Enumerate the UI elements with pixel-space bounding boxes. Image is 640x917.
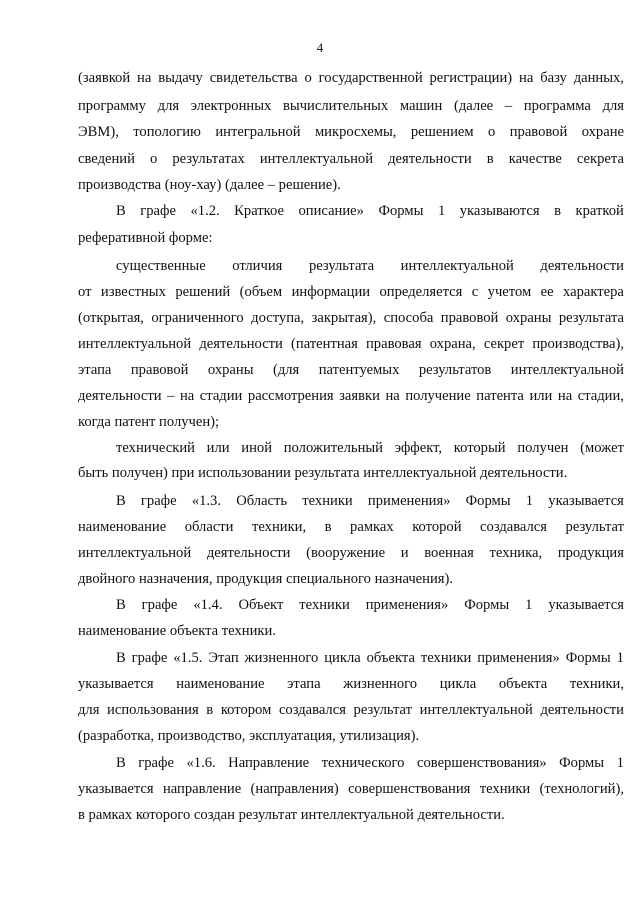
word: о — [149, 151, 158, 167]
text-line — [78, 779, 624, 799]
word: цикла — [324, 650, 361, 666]
word: который — [453, 440, 506, 456]
word: деятельности — [388, 151, 472, 167]
word: 1 — [616, 650, 624, 666]
word: Формы — [465, 493, 511, 509]
word: графе — [140, 203, 176, 219]
word: качестве — [508, 151, 562, 167]
word: графе — [131, 650, 168, 666]
word: технический — [116, 440, 195, 456]
word: на — [137, 70, 152, 86]
word: 1 — [525, 597, 533, 613]
word: описание» — [298, 203, 364, 219]
text-line: наименование объекта техники. — [78, 623, 276, 639]
word: определяется — [379, 284, 463, 300]
word: в — [206, 702, 214, 718]
word: секрета — [576, 151, 624, 167]
word: деятельности — [540, 258, 624, 274]
word: (патентная — [291, 336, 358, 352]
text-line — [78, 308, 624, 328]
word: базу — [540, 70, 567, 86]
word: о — [488, 124, 496, 140]
text-line — [116, 201, 624, 221]
word: правовой — [509, 124, 568, 140]
word: эффект, — [394, 440, 443, 456]
word: в — [324, 519, 332, 535]
word: результат — [353, 702, 413, 718]
word: продукция — [557, 545, 624, 561]
text-line — [78, 68, 624, 88]
word: В — [116, 650, 126, 666]
word: сведений — [78, 151, 135, 167]
word: совершенствования» — [416, 755, 547, 771]
word: секрет — [483, 336, 525, 352]
word: рамках — [350, 519, 394, 535]
word: техники, — [569, 676, 624, 692]
word: 1 — [437, 203, 446, 219]
word: производства), — [532, 336, 624, 352]
text-line — [116, 595, 624, 615]
word: интеллектуальной — [400, 258, 514, 274]
word: жизненного — [244, 650, 319, 666]
word: (может — [580, 440, 624, 456]
word: или — [529, 388, 553, 404]
word: или — [206, 440, 230, 456]
word: «1.4. — [193, 597, 223, 613]
word: для — [157, 98, 180, 114]
text-line — [78, 149, 624, 169]
word: интеллектуальной — [510, 362, 624, 378]
word: информации — [291, 284, 371, 300]
word: (направления) — [250, 781, 339, 797]
word: решений — [175, 284, 231, 300]
text-line — [78, 282, 624, 302]
word: на — [385, 388, 400, 404]
word: (объем — [239, 284, 283, 300]
word: применения» — [365, 597, 449, 613]
word: Этап — [208, 650, 239, 666]
word: жизненного — [343, 676, 418, 692]
word: краткой — [575, 203, 624, 219]
word: программа — [523, 98, 591, 114]
word: машин — [399, 98, 443, 114]
word: охрана, — [429, 336, 476, 352]
word: 1 — [616, 755, 624, 771]
text-line — [78, 700, 624, 720]
word: на — [519, 70, 534, 86]
word: (открытая, — [78, 310, 144, 326]
word: В — [116, 203, 126, 219]
word: в — [554, 203, 562, 219]
word: известных — [100, 284, 166, 300]
word: результата — [558, 310, 624, 326]
word: «1.2. — [190, 203, 220, 219]
word: применения» — [367, 493, 451, 509]
word: указывается — [548, 597, 624, 613]
word: интеллектуальной — [419, 702, 533, 718]
word: в — [486, 151, 494, 167]
word: охране — [581, 124, 624, 140]
word: для — [78, 702, 100, 718]
word: этапа — [287, 676, 321, 692]
word: микросхемы, — [314, 124, 397, 140]
word: указывается — [78, 781, 154, 797]
text-line — [116, 438, 624, 458]
word: создавался — [278, 702, 346, 718]
text-line — [78, 96, 624, 116]
word: – — [167, 388, 175, 404]
word: ограниченного — [151, 310, 244, 326]
word: (далее — [454, 98, 494, 114]
word: патентуемых — [318, 362, 400, 378]
text-line: производства (ноу-хау) (далее – решение). — [78, 177, 341, 193]
word: о — [304, 70, 312, 86]
word: деятельности — [206, 545, 291, 561]
text-line — [116, 256, 624, 276]
word: Формы — [559, 755, 605, 771]
word: В — [116, 493, 126, 509]
word: – — [504, 98, 513, 114]
word: отличия — [232, 258, 283, 274]
word: стадии, — [577, 388, 624, 404]
word: объекта — [366, 650, 415, 666]
word: ЭВМ), — [78, 124, 119, 140]
word: (вооружение — [306, 545, 386, 561]
word: технического — [321, 755, 405, 771]
word: на — [557, 388, 573, 404]
page-number: 4 — [316, 40, 324, 55]
word: «1.6. — [186, 755, 216, 771]
word: правовой — [440, 310, 499, 326]
text-line — [78, 543, 624, 563]
word: создавался — [480, 519, 548, 535]
word: правовой — [130, 362, 189, 378]
word: техники — [420, 650, 472, 666]
word: 1 — [525, 493, 534, 509]
word: Формы — [464, 597, 510, 613]
text-line — [78, 674, 624, 694]
word: вычислительных — [283, 98, 389, 114]
text-line — [78, 386, 624, 406]
text-line — [116, 648, 624, 668]
word: деятельности — [78, 388, 162, 404]
word: наименование — [78, 519, 167, 535]
word: на — [179, 388, 195, 404]
text-line — [78, 517, 624, 537]
word: интегральной — [215, 124, 301, 140]
word: техники, — [252, 519, 307, 535]
word: положительный — [283, 440, 383, 456]
word: с — [471, 284, 479, 300]
word: Направление — [228, 755, 310, 771]
word: стадии — [199, 388, 243, 404]
word: Область — [236, 493, 288, 509]
word: техники — [479, 781, 531, 797]
word: получен — [517, 440, 569, 456]
word: указывается — [78, 676, 154, 692]
word: деятельности — [540, 702, 624, 718]
word: результата — [308, 258, 375, 274]
word: учетом — [487, 284, 532, 300]
word: рассмотрения — [247, 388, 334, 404]
word: В — [116, 755, 126, 771]
word: использования — [107, 702, 199, 718]
word: Краткое — [234, 203, 284, 219]
word: ее — [540, 284, 554, 300]
word: государственной — [318, 70, 423, 86]
word: существенные — [116, 258, 206, 274]
word: заявки — [339, 388, 380, 404]
word: программу — [78, 98, 146, 114]
word: выдачу — [158, 70, 203, 86]
text-line: (разработка, производство, эксплуатация, утилизация). — [78, 728, 420, 744]
text-line: быть получен) при использовании результата интеллектуальной деятельности. — [78, 465, 568, 481]
word: объекта — [498, 676, 548, 692]
word: «1.5. — [173, 650, 203, 666]
word: Формы — [565, 650, 611, 666]
word: интеллектуальной — [78, 336, 192, 352]
word: характера — [563, 284, 624, 300]
text-line — [78, 360, 624, 380]
word: топологию — [133, 124, 201, 140]
word: способа — [383, 310, 434, 326]
text-line — [116, 753, 624, 773]
word: графе — [138, 755, 174, 771]
word: правовая — [366, 336, 422, 352]
word: применения» — [477, 650, 560, 666]
word: графе — [141, 597, 178, 613]
word: результатов — [418, 362, 492, 378]
word: графе — [140, 493, 177, 509]
word: техники — [302, 493, 353, 509]
word: которой — [412, 519, 462, 535]
word: регистрации) — [429, 70, 513, 86]
word: электронных — [190, 98, 272, 114]
word: свидетельства — [209, 70, 298, 86]
word: цикла — [439, 676, 477, 692]
word: (технологий), — [539, 781, 624, 797]
word: результатах — [172, 151, 245, 167]
word: от — [78, 284, 92, 300]
word: доступа, — [251, 310, 305, 326]
word: техника, — [489, 545, 543, 561]
word: получение — [405, 388, 471, 404]
text-line: двойного назначения, продукция специального назначения). — [78, 571, 453, 587]
word: охраны — [207, 362, 254, 378]
text-line — [78, 122, 624, 142]
word: деятельности — [199, 336, 283, 352]
word: интеллектуальной — [78, 545, 192, 561]
word: В — [116, 597, 126, 613]
word: данных, — [573, 70, 624, 86]
text-line: в рамках которого создан результат интеллектуальной деятельности. — [78, 807, 505, 823]
word: (заявкой — [78, 70, 131, 86]
word: указывается — [548, 493, 624, 509]
word: «1.3. — [191, 493, 221, 509]
word: этапа — [78, 362, 112, 378]
word: техники — [299, 597, 350, 613]
text-line — [78, 334, 624, 354]
word: для — [602, 98, 624, 114]
word: указываются — [459, 203, 540, 219]
word: Формы — [378, 203, 424, 219]
word: котором — [220, 702, 272, 718]
word: (для — [272, 362, 300, 378]
word: иной — [241, 440, 273, 456]
word: области — [184, 519, 234, 535]
word: решением — [410, 124, 474, 140]
word: охраны — [505, 310, 552, 326]
word: результат — [565, 519, 624, 535]
text-line — [116, 491, 624, 511]
word: наименование — [176, 676, 265, 692]
word: патента — [476, 388, 524, 404]
word: совершенствования — [348, 781, 471, 797]
word: военная — [424, 545, 474, 561]
word: Объект — [238, 597, 284, 613]
word: и — [400, 545, 409, 561]
text-line: когда патент получен); — [78, 414, 220, 430]
word: направление — [162, 781, 242, 797]
word: закрытая), — [311, 310, 377, 326]
word: интеллектуальной — [259, 151, 374, 167]
text-line: реферативной форме: — [78, 230, 213, 246]
